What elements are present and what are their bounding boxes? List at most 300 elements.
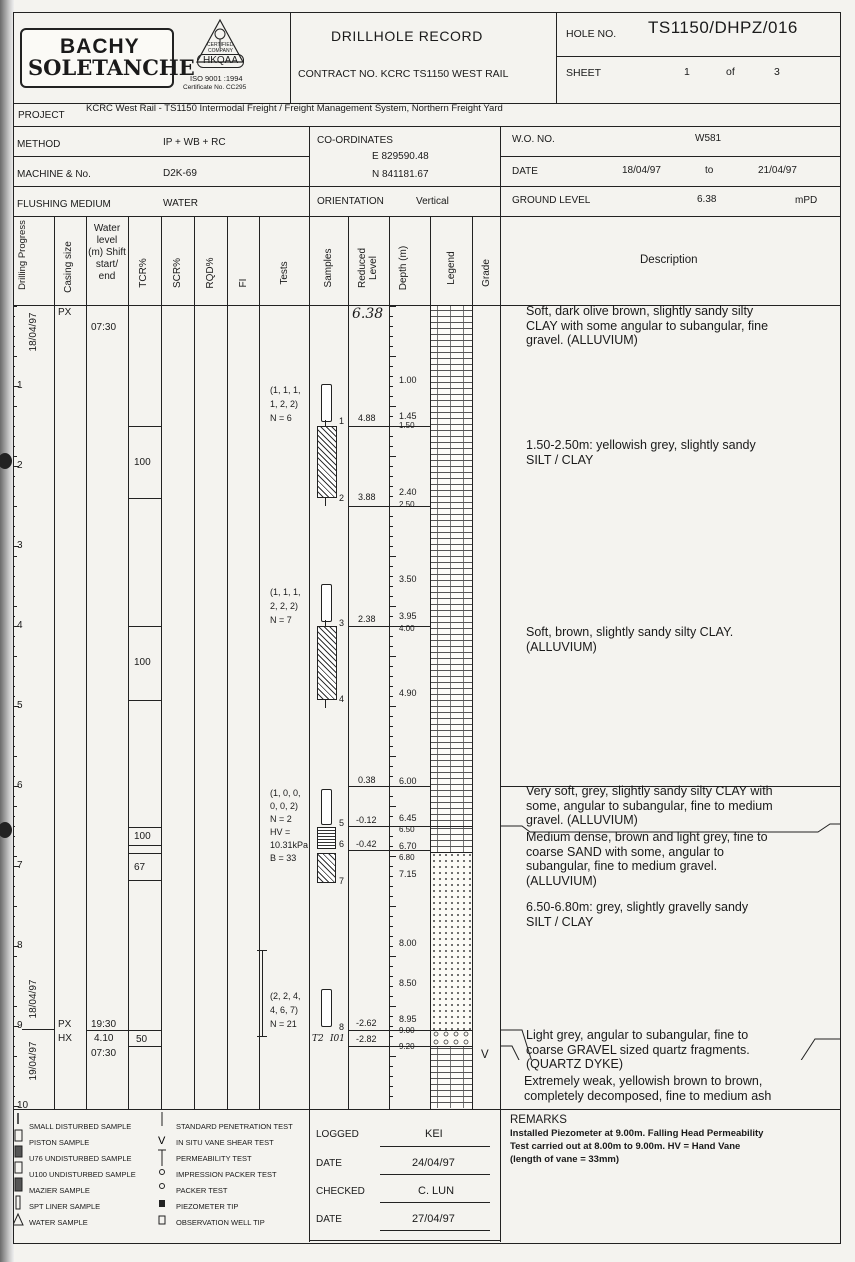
depth-scale-tick: [389, 776, 393, 777]
left-scale-tick: [13, 846, 15, 847]
depth-3: 1.50: [399, 421, 415, 430]
grade-mark: V: [481, 1049, 489, 1061]
reduced-level-6: -0.12: [356, 815, 377, 825]
tcr-4: 67: [134, 862, 146, 873]
depth-scale-tick: [389, 306, 396, 307]
depth-scale-tick: [389, 916, 393, 917]
water-sample-no: I01: [330, 1034, 346, 1044]
col-fi: FI: [238, 278, 249, 288]
left-scale-tick: [13, 556, 17, 557]
left-scale-tick: [13, 1056, 17, 1057]
depth-8: 4.00: [399, 624, 415, 633]
orientation-value: Vertical: [416, 196, 449, 207]
description-1: Soft, dark olive brown, slightly sandy silty CLAY with some angular to subangular, fine gravel. (ALLUVIUM): [526, 304, 769, 347]
vane-shear-icon: V: [158, 1135, 166, 1147]
date-from: 18/04/97: [622, 165, 661, 176]
left-scale-tick: [13, 936, 15, 937]
depth-scale-tick: [389, 1096, 393, 1097]
depth-scale-tick: [389, 836, 393, 837]
key-test-label: PERMEABILITY TEST: [176, 1154, 252, 1163]
left-scale-tick: [13, 486, 15, 487]
description-6: 6.50-6.80m: grey, slightly gravelly sandy SILT / CLAY: [526, 900, 749, 929]
depth-20: 9.20: [399, 1042, 415, 1051]
left-scale-tick: [13, 976, 15, 977]
permeability-test-marker: [262, 950, 263, 1036]
depth-19: 9.00: [399, 1026, 415, 1035]
key-test-label: IN SITU VANE SHEAR TEST: [176, 1138, 274, 1147]
reduced-level-5: 0.38: [358, 775, 376, 785]
key-test-label: PACKER TEST: [176, 1186, 228, 1195]
method-value: IP + WB + RC: [163, 137, 226, 148]
depth-scale-tick: [389, 526, 393, 527]
left-scale-tick: [13, 996, 15, 997]
depth-scale-tick: [389, 606, 396, 607]
left-scale-tick: [13, 436, 15, 437]
depth-scale-tick: [389, 406, 396, 407]
description-8: Extremely weak, yellowish brown to brown, completely decomposed, fine to medium ash: [524, 1074, 772, 1103]
piston-icon: [15, 1130, 22, 1141]
sheet-label: SHEET: [566, 67, 602, 79]
col-description: Description: [640, 254, 698, 266]
sample-2-u76: [317, 426, 337, 498]
left-scale-tick: [13, 906, 17, 907]
left-scale-tick: [13, 926, 15, 927]
depth-scale-tick: [389, 666, 393, 667]
spt-liner-icon: [16, 1196, 20, 1209]
left-scale-tick: [13, 676, 15, 677]
project-value: KCRC West Rail - TS1150 Intermodal Freight / Freight Management System, Northern Freight Yard: [86, 103, 503, 114]
sheet-total: 3: [774, 66, 780, 78]
sheet-number: 1: [684, 66, 690, 78]
col-depth: Depth (m): [398, 245, 409, 291]
observation-well-icon: [159, 1216, 165, 1224]
depth-scale-tick: [389, 556, 396, 557]
depth-scale-tick: [389, 696, 393, 697]
binding-edge: [0, 0, 14, 1262]
depth-scale-tick: [389, 686, 393, 687]
depth-scale-tick: [389, 936, 393, 937]
left-scale-tick: [13, 916, 15, 917]
sample-2-stem: [325, 498, 326, 506]
col-rqd: RQD%: [205, 257, 216, 289]
tcr-2: 100: [134, 657, 151, 668]
depth-scale-tick: [389, 966, 393, 967]
date2-value: 27/04/97: [412, 1213, 455, 1225]
depth-scale-tick: [389, 996, 393, 997]
left-scale-tick: [13, 696, 15, 697]
depth-scale-tick: [389, 376, 393, 377]
progress-date-1: 18/04/97: [28, 312, 39, 352]
left-scale-tick: [13, 386, 15, 387]
left-scale-tick: [13, 1006, 17, 1007]
left-scale-tick: [13, 666, 15, 667]
casing-2: PX: [58, 1019, 72, 1030]
depth-1: 1.00: [399, 375, 417, 385]
depth-scale-tick: [389, 436, 393, 437]
tcr-3: 100: [134, 831, 151, 842]
tcr-5: 50: [136, 1034, 148, 1045]
left-scale-tick: [13, 946, 15, 947]
depth-scale-tick: [389, 746, 393, 747]
left-scale-tick: [13, 876, 15, 877]
depth-15: 7.15: [399, 869, 417, 879]
scale-label: 3: [17, 540, 23, 551]
key-test-label: IMPRESSION PACKER TEST: [176, 1170, 277, 1179]
depth-scale-tick: [389, 566, 393, 567]
depth-scale-tick: [389, 416, 393, 417]
sample-no-5: 5: [339, 818, 345, 828]
depth-scale-tick: [389, 1066, 393, 1067]
hole-no-label: HOLE NO.: [566, 28, 617, 40]
logged-label: LOGGED: [316, 1129, 359, 1140]
sample-no-1: 1: [339, 416, 345, 426]
u76-icon: [15, 1146, 22, 1157]
wo-value: W581: [695, 133, 722, 144]
left-scale-tick: [13, 416, 15, 417]
depth-scale-tick: [389, 456, 396, 457]
checked-label: CHECKED: [316, 1186, 365, 1197]
casing-1: PX: [58, 307, 72, 318]
depth-scale-tick: [389, 856, 396, 857]
u100-icon: [15, 1162, 22, 1173]
left-scale-tick: [13, 376, 15, 377]
sample-no-8: 8: [339, 1022, 345, 1032]
date1-label: DATE: [316, 1158, 342, 1169]
scale-label: 2: [17, 460, 23, 471]
left-scale-tick: [13, 336, 15, 337]
left-scale-tick: [13, 516, 15, 517]
key-test-label: STANDARD PENETRATION TEST: [176, 1122, 293, 1131]
left-scale-tick: [13, 1086, 15, 1087]
depth-scale-tick: [389, 536, 393, 537]
reduced-level-4: 2.38: [358, 614, 376, 624]
left-scale-tick: [13, 756, 17, 757]
date1-value: 24/04/97: [412, 1157, 455, 1169]
depth-scale-tick: [389, 926, 393, 927]
water-sample-icon: [13, 1214, 23, 1225]
sample-4-u76: [317, 626, 337, 700]
checked-value: C. LUN: [418, 1185, 455, 1197]
left-scale-tick: [13, 606, 17, 607]
depth-scale-tick: [389, 386, 393, 387]
description-3: Soft, brown, slightly sandy silty CLAY. (ALLUVIUM): [526, 625, 734, 654]
depth-scale-tick: [389, 646, 393, 647]
sample-1-spt-liner: [321, 384, 332, 422]
depth-11: 6.45: [399, 813, 417, 823]
depth-scale-tick: [389, 1076, 393, 1077]
depth-scale-tick: [389, 956, 396, 957]
progress-date-2: 18/04/97: [28, 979, 39, 1019]
left-scale-tick: [13, 736, 15, 737]
depth-scale-tick: [389, 946, 393, 947]
left-scale-tick: [13, 806, 17, 807]
method-label: METHOD: [17, 139, 61, 150]
cert-number: Certificate No. CC295: [183, 84, 247, 91]
depth-scale-tick: [389, 636, 393, 637]
depth-scale-tick: [389, 546, 393, 547]
description-4: Very soft, grey, slightly sandy silty CLAY with some, angular to subangular, fine to medium gravel. (ALLUVIUM): [526, 784, 773, 827]
left-scale-tick: [13, 826, 15, 827]
depth-scale-tick: [389, 616, 393, 617]
key-sample-label: U100 UNDISTURBED SAMPLE: [29, 1170, 136, 1179]
sample-no-4: 4: [339, 694, 345, 704]
left-scale-tick: [13, 956, 17, 957]
depth-scale-tick: [389, 1026, 393, 1027]
cert-agency: HKQAA: [197, 54, 244, 68]
left-scale-tick: [13, 1016, 15, 1017]
depth-scale-tick: [389, 1016, 393, 1017]
logo-line-2: SOLETANCHE: [28, 55, 195, 80]
left-scale-tick: [13, 466, 15, 467]
left-scale-tick: [13, 776, 15, 777]
progress-date-3: 19/04/97: [28, 1041, 39, 1081]
reduced-level-2: 4.88: [358, 413, 376, 423]
ground-level-value: 6.38: [697, 194, 717, 205]
description-5: Medium dense, brown and light grey, fine to coarse SAND with some, angular to subangular, fine to medium gravel. (ALLUVIUM): [526, 830, 768, 888]
col-water-level: Water level (m) Shift start/ end: [88, 223, 126, 282]
left-scale-tick: [13, 1066, 15, 1067]
col-grade: Grade: [481, 259, 492, 287]
coordinate-e: E 829590.48: [372, 151, 429, 162]
reduced-level-9: -2.82: [356, 1034, 377, 1044]
left-scale-tick: [13, 796, 15, 797]
depth-10: 6.00: [399, 776, 417, 786]
depth-scale-tick: [389, 466, 393, 467]
depth-18: 8.95: [399, 1014, 417, 1024]
sample-8-spt-liner: [321, 989, 332, 1027]
depth-scale-tick: [389, 326, 393, 327]
depth-scale-tick: [389, 356, 396, 357]
depth-scale-tick: [389, 796, 393, 797]
depth-14: 6.80: [399, 853, 415, 862]
logged-value: KEI: [425, 1128, 443, 1140]
depth-4: 2.40: [399, 487, 417, 497]
company-logo: [20, 28, 195, 88]
left-scale-tick: [13, 716, 15, 717]
reduced-level-7: -0.42: [356, 839, 377, 849]
reduced-level-ground: 6.38: [352, 306, 384, 322]
machine-value: D2K-69: [163, 168, 197, 179]
machine-label: MACHINE & No.: [17, 169, 91, 180]
left-scale-tick: [13, 446, 15, 447]
left-scale-tick: [13, 816, 15, 817]
left-scale-tick: [13, 456, 17, 457]
left-scale-tick: [13, 856, 17, 857]
flushing-label: FLUSHING MEDIUM: [17, 199, 111, 210]
wo-label: W.O. NO.: [512, 134, 555, 145]
permeability-test-cap-top: [257, 950, 267, 951]
tcr-1: 100: [134, 457, 151, 468]
left-scale-tick: [13, 1096, 15, 1097]
left-scale-tick: [13, 356, 17, 357]
depth-7: 3.95: [399, 611, 417, 621]
depth-scale-tick: [389, 1036, 393, 1037]
sample-5-spt-liner: [321, 789, 332, 825]
certification-mark: [180, 18, 260, 96]
scale-label: 7: [17, 860, 23, 871]
scale-label: 6: [17, 780, 23, 791]
depth-9: 4.90: [399, 688, 417, 698]
depth-scale-tick: [389, 576, 393, 577]
col-reduced-level: Reduced Level: [357, 247, 379, 289]
reduced-level-3: 3.88: [358, 492, 376, 502]
depth-scale-tick: [389, 516, 393, 517]
packer-icon: [160, 1184, 165, 1189]
legend-clay-alluvium: [431, 306, 472, 826]
depth-scale-tick: [389, 476, 393, 477]
left-scale-tick: [13, 576, 15, 577]
date2-label: DATE: [316, 1214, 342, 1225]
left-scale-tick: [13, 396, 15, 397]
description-2: 1.50-2.50m: yellowish grey, slightly sandy SILT / CLAY: [526, 438, 756, 467]
water-time-1: 07:30: [91, 322, 117, 333]
coordinate-n: N 841181.67: [372, 169, 429, 180]
impression-packer-icon: [160, 1170, 165, 1175]
depth-scale-tick: [389, 716, 393, 717]
left-scale-tick: [13, 636, 15, 637]
left-scale-tick: [13, 506, 17, 507]
sample-7-u76: [317, 853, 336, 883]
date-to: 21/04/97: [758, 165, 797, 176]
left-scale-tick: [13, 706, 17, 707]
mazier-icon: [15, 1178, 22, 1191]
depth-scale-tick: [389, 806, 396, 807]
depth-13: 6.70: [399, 841, 417, 851]
scale-major-tick: [13, 1106, 19, 1107]
key-sample-label: PISTON SAMPLE: [29, 1138, 90, 1147]
left-scale-tick: [13, 326, 15, 327]
scale-label: 1: [17, 380, 23, 391]
left-scale-tick: [13, 496, 15, 497]
left-scale-tick: [13, 626, 15, 627]
depth-scale-tick: [389, 876, 393, 877]
left-scale-tick: [13, 586, 15, 587]
document-title: DRILLHOLE RECORD: [331, 28, 483, 44]
contract-number: CONTRACT NO. KCRC TS1150 WEST RAIL: [298, 68, 509, 80]
left-scale-tick: [13, 966, 15, 967]
sample-4-stem: [325, 700, 326, 708]
left-scale-tick: [13, 406, 17, 407]
depth-6: 3.50: [399, 574, 417, 584]
water-level-3: 4.10: [94, 1033, 114, 1044]
depth-scale-tick: [389, 586, 393, 587]
flushing-value: WATER: [163, 198, 198, 209]
scale-label: 5: [17, 700, 23, 711]
left-scale-tick: [13, 986, 15, 987]
left-scale-tick: [13, 526, 15, 527]
left-scale-tick: [13, 1026, 15, 1027]
date-label: DATE: [512, 166, 538, 177]
hole-no-value: TS1150/DHPZ/016: [648, 18, 798, 37]
depth-2: 1.45: [399, 411, 417, 421]
col-tcr: TCR%: [138, 258, 149, 288]
left-scale-tick: [13, 566, 15, 567]
left-scale-tick: [13, 1076, 15, 1077]
depth-scale-tick: [389, 596, 393, 597]
depth-scale-tick: [389, 676, 393, 677]
depth-scale-tick: [389, 756, 396, 757]
ground-level-unit: mPD: [795, 195, 818, 206]
left-scale-tick: [13, 546, 15, 547]
left-scale-tick: [13, 366, 15, 367]
sample-no-2: 2: [339, 493, 345, 503]
depth-scale-tick: [389, 486, 393, 487]
left-scale-tick: [13, 316, 15, 317]
left-scale-tick: [13, 786, 15, 787]
depth-scale-tick: [389, 706, 396, 707]
depth-scale-tick: [389, 726, 393, 727]
left-scale-tick: [13, 726, 15, 727]
depth-scale-tick: [389, 886, 393, 887]
left-scale-tick: [13, 616, 15, 617]
left-scale-tick: [13, 886, 15, 887]
key-sample-label: WATER SAMPLE: [29, 1218, 88, 1227]
depth-scale-tick: [389, 896, 393, 897]
depth-5: 2.50: [399, 500, 415, 509]
sample-3-spt-liner: [321, 584, 332, 622]
depth-scale-tick: [389, 766, 393, 767]
remarks-label: REMARKS: [510, 1114, 567, 1126]
depth-17: 8.50: [399, 978, 417, 988]
legend-sand: [431, 852, 472, 1030]
depth-scale-tick: [389, 396, 393, 397]
sheet-of: of: [726, 66, 735, 78]
col-scr: SCR%: [172, 258, 183, 289]
left-scale-tick: [13, 686, 15, 687]
reduced-level-8: -2.62: [356, 1018, 377, 1028]
scale-label: 4: [17, 620, 23, 631]
left-scale-tick: [13, 426, 15, 427]
depth-scale-tick: [389, 446, 393, 447]
depth-scale-tick: [389, 906, 396, 907]
left-scale-tick: [13, 1046, 15, 1047]
depth-scale-tick: [389, 496, 393, 497]
left-scale-tick: [13, 536, 15, 537]
legend-clay-silt: [431, 826, 472, 852]
cert-small-2: COMPANY: [208, 48, 233, 54]
water-time-4: 07:30: [91, 1048, 117, 1059]
left-scale-tick: [13, 896, 15, 897]
depth-scale-tick: [389, 846, 393, 847]
key-sample-label: SMALL DISTURBED SAMPLE: [29, 1122, 132, 1131]
piezometer-icon: [159, 1200, 165, 1207]
depth-scale-tick: [389, 366, 393, 367]
left-scale-tick: [13, 596, 15, 597]
left-scale-tick: [13, 836, 15, 837]
left-scale-tick: [13, 656, 17, 657]
cert-small-1: CERTIFIED: [207, 42, 234, 48]
left-scale-tick: [13, 766, 15, 767]
depth-scale-tick: [389, 1056, 396, 1057]
casing-3: HX: [58, 1033, 72, 1044]
col-casing-size: Casing size: [63, 241, 74, 293]
water-sample-tag: T2: [312, 1034, 324, 1044]
depth-scale-tick: [389, 866, 393, 867]
left-scale-tick: [13, 866, 15, 867]
key-test-label: OBSERVATION WELL TIP: [176, 1218, 265, 1227]
logo-line-1: BACHY: [60, 35, 140, 58]
key-sample-label: SPT LINER SAMPLE: [29, 1202, 101, 1211]
scale-label: 10: [17, 1100, 29, 1111]
project-label: PROJECT: [18, 110, 65, 121]
cert-iso: ISO 9001 :1994: [190, 74, 243, 83]
sample-6-piston: [317, 827, 336, 849]
left-scale-tick: [13, 346, 15, 347]
legend-decomposed: [431, 1046, 472, 1108]
sample-no-3: 3: [339, 618, 345, 628]
coordinates-label: CO-ORDINATES: [317, 135, 393, 146]
left-scale-tick: [13, 746, 15, 747]
